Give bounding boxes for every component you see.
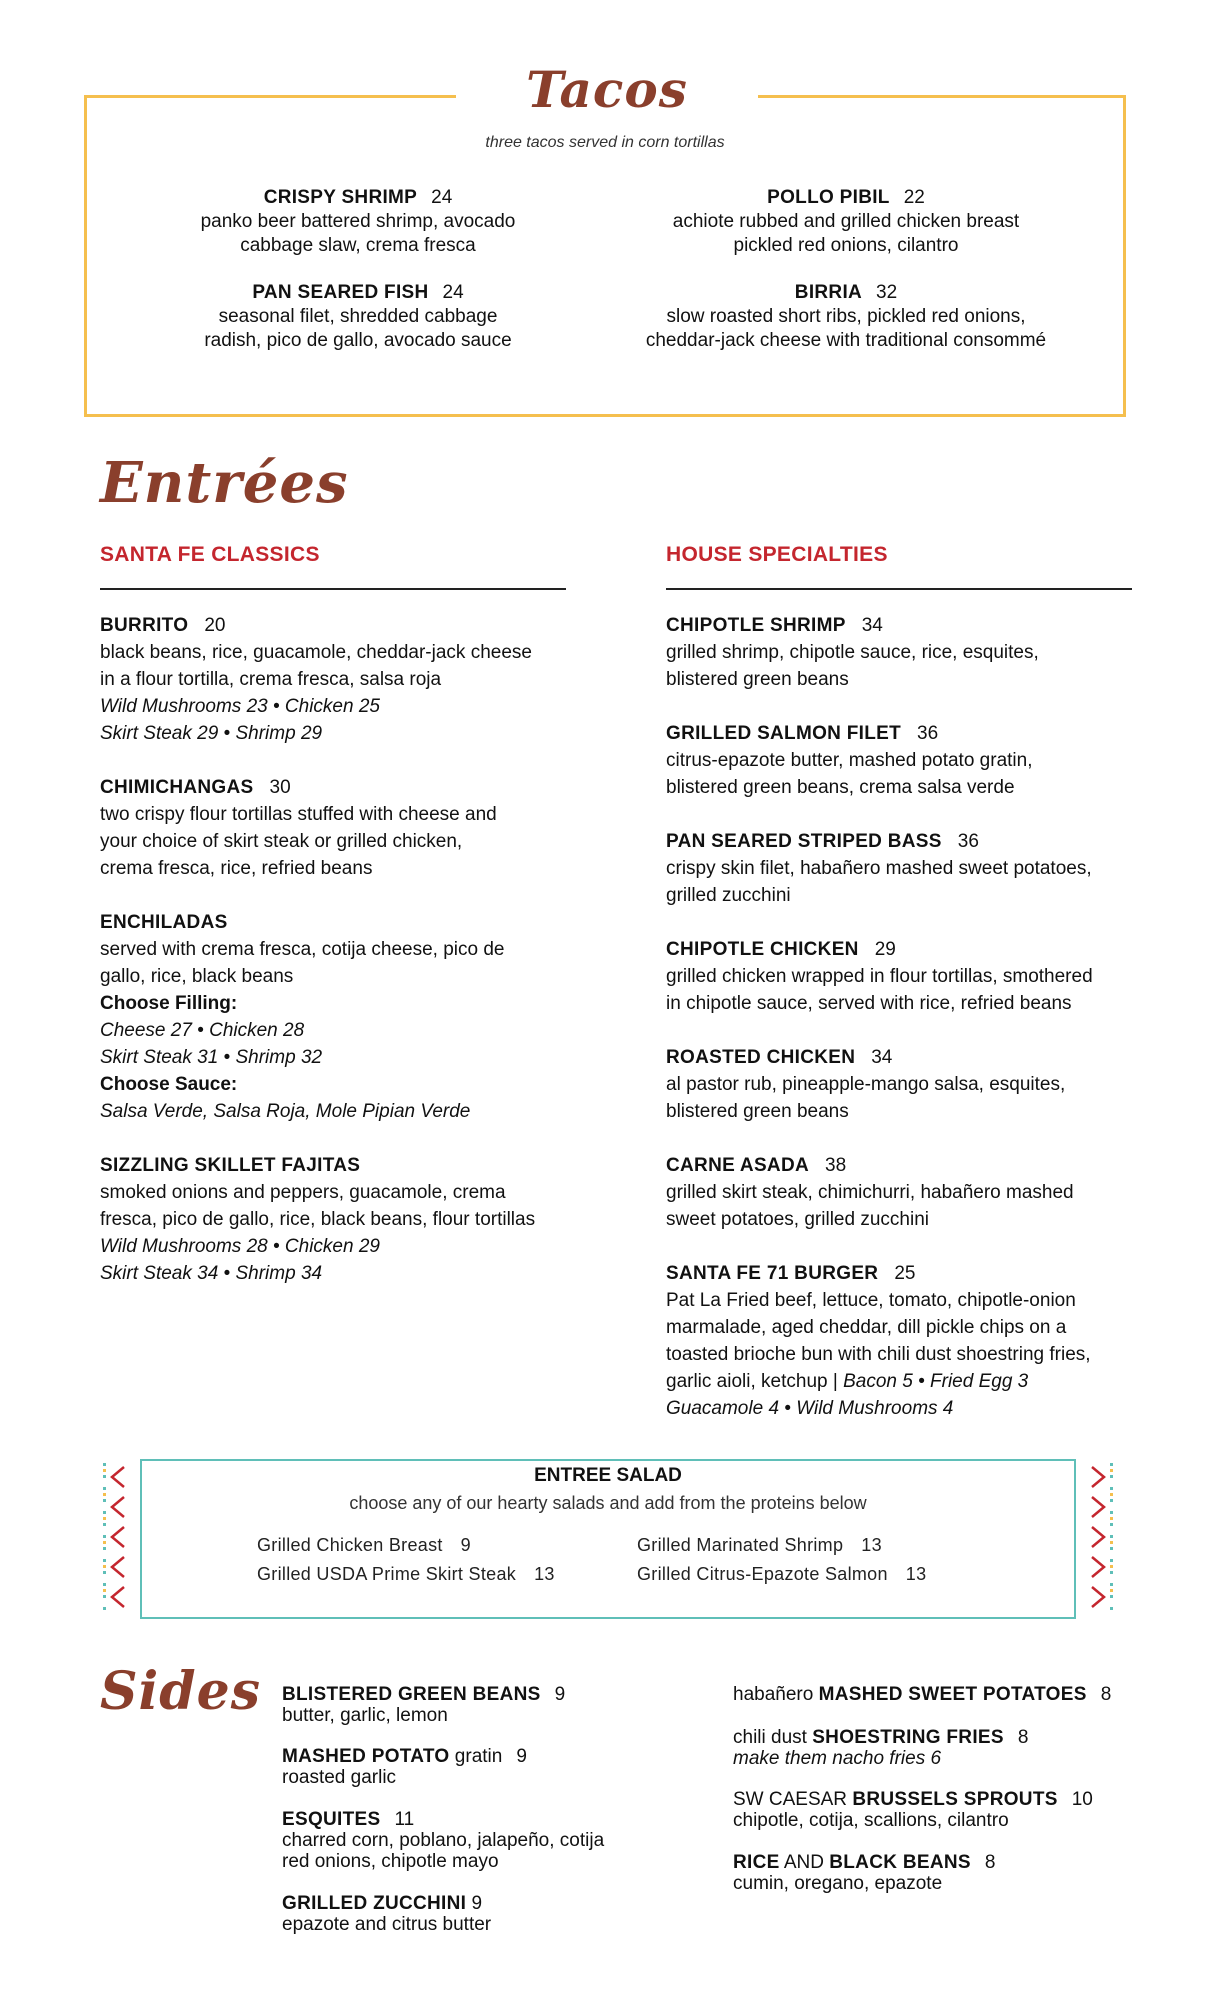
protein-label: Grilled Marinated Shrimp	[637, 1535, 844, 1555]
side-name: GRILLED ZUCCHINI	[282, 1893, 467, 1914]
dish-desc: your choice of skirt steak or grilled chicken,	[100, 831, 463, 852]
taco-desc: cabbage slaw, crema fresca	[240, 235, 476, 256]
dish-chimichangas	[100, 774, 570, 882]
side-grilled-zucchini	[282, 1893, 491, 1935]
side-name: BLISTERED GREEN BEANS	[282, 1684, 541, 1705]
side-name-mid: AND	[783, 1852, 824, 1873]
dish-options: Wild Mushrooms 28 • Chicken 29	[100, 1236, 380, 1257]
dish-name: BURRITO	[100, 615, 189, 636]
salad-protein-option	[257, 1535, 471, 1556]
side-prefix: chili dust	[733, 1727, 807, 1748]
side-price: 8	[1017, 1727, 1029, 1748]
dish-price: 25	[894, 1263, 916, 1284]
side-price: 8	[984, 1852, 996, 1873]
side-name: MASHED POTATO	[282, 1746, 450, 1767]
dish-name: SANTA FE 71 BURGER	[666, 1263, 879, 1284]
side-desc: cumin, oregano, epazote	[733, 1873, 943, 1894]
dish-desc: fresca, pico de gallo, rice, black beans, flour tortillas	[100, 1209, 536, 1230]
dish-desc: in a flour tortilla, crema fresca, salsa roja	[100, 669, 442, 690]
side-price: 8	[1100, 1684, 1112, 1705]
taco-price: 22	[903, 187, 925, 208]
dish-options: Skirt Steak 31 • Shrimp 32	[100, 1047, 323, 1068]
side-price: 9	[516, 1746, 527, 1767]
taco-price: 32	[876, 282, 898, 303]
taco-name: POLLO PIBIL	[767, 187, 890, 208]
dish-enchiladas	[100, 909, 570, 1125]
dish-burrito	[100, 612, 570, 747]
dish-options: Bacon 5 • Fried Egg 3	[843, 1371, 1029, 1392]
dish-desc: blistered green beans, crema salsa verde	[666, 777, 1015, 798]
protein-price: 13	[534, 1564, 555, 1584]
dish-desc: citrus-epazote butter, mashed potato gratin,	[666, 750, 1033, 771]
tacos-title: Tacos	[526, 60, 688, 119]
dish-desc-line	[666, 1368, 1146, 1395]
dish-name: PAN SEARED STRIPED BASS	[666, 831, 942, 852]
salad-protein-option	[637, 1535, 882, 1556]
dish-price: 38	[825, 1155, 847, 1176]
dish-roasted-chicken	[666, 1044, 1146, 1125]
side-desc: red onions, chipotle mayo	[282, 1851, 499, 1872]
dish-price: 36	[917, 723, 939, 744]
side-price: 9	[471, 1893, 483, 1914]
side-desc: make them nacho fries 6	[733, 1748, 942, 1769]
protein-label: Grilled Citrus-Epazote Salmon	[637, 1564, 888, 1584]
dish-desc: crema fresca, rice, refried beans	[100, 858, 373, 879]
protein-price: 13	[905, 1564, 927, 1584]
dish-desc: marmalade, aged cheddar, dill pickle chips on a	[666, 1317, 1067, 1338]
tacos-subtitle: three tacos served in corn tortillas	[485, 134, 725, 151]
entree-salad-title: ENTREE SALAD	[534, 1465, 682, 1486]
dish-desc: crispy skin filet, habañero mashed sweet potatoes,	[666, 858, 1092, 879]
taco-desc: pickled red onions, cilantro	[733, 235, 959, 256]
side-desc: roasted garlic	[282, 1767, 397, 1788]
dish-options: Skirt Steak 34 • Shrimp 34	[100, 1263, 323, 1284]
dish-desc: grilled chicken wrapped in flour tortillas, smothered	[666, 966, 1093, 987]
side-name: BLACK BEANS	[829, 1852, 971, 1873]
protein-label: Grilled Chicken Breast	[257, 1535, 443, 1555]
dish-price: 30	[269, 777, 291, 798]
dish-desc: sweet potatoes, grilled zucchini	[666, 1209, 929, 1230]
dish-options: Skirt Steak 29 • Shrimp 29	[100, 723, 323, 744]
dish-name: CARNE ASADA	[666, 1155, 809, 1176]
taco-desc: radish, pico de gallo, avocado sauce	[204, 330, 512, 351]
dish-desc: in chipotle sauce, served with rice, refried beans	[666, 993, 1072, 1014]
house-specialties-heading: HOUSE SPECIALTIES	[666, 543, 888, 566]
side-mashed-potato	[282, 1746, 527, 1788]
side-desc: charred corn, poblano, jalapeño, cotija	[282, 1830, 605, 1851]
dish-desc: gallo, rice, black beans	[100, 966, 294, 987]
dish-santa-fe-71-burger	[666, 1260, 1146, 1422]
salad-protein-option	[257, 1564, 555, 1585]
dish-grilled-salmon-filet	[666, 720, 1146, 801]
dish-desc: blistered green beans	[666, 669, 849, 690]
dish-options: Guacamole 4 • Wild Mushrooms 4	[666, 1398, 954, 1419]
sauce-label: Choose Sauce:	[100, 1074, 238, 1095]
dish-desc: blistered green beans	[666, 1101, 849, 1122]
dish-fajitas	[100, 1152, 570, 1287]
side-prefix: habañero	[733, 1684, 814, 1705]
side-name: SHOESTRING FRIES	[812, 1727, 1004, 1748]
dish-name: CHIPOTLE CHICKEN	[666, 939, 859, 960]
side-desc: epazote and citrus butter	[282, 1914, 492, 1935]
section-divider	[666, 588, 1132, 590]
tacos-title-wrap	[456, 60, 758, 120]
taco-desc: seasonal filet, shredded cabbage	[218, 306, 498, 327]
side-name-suffix: gratin	[454, 1746, 503, 1767]
protein-price: 9	[460, 1535, 471, 1555]
dish-options: Wild Mushrooms 23 • Chicken 25	[100, 696, 380, 717]
dish-desc: grilled skirt steak, chimichurri, habañero mashed	[666, 1182, 1074, 1203]
side-esquites	[282, 1809, 604, 1872]
dish-name: ENCHILADAS	[100, 912, 228, 933]
sides-title: Sides	[100, 1661, 262, 1722]
santa-fe-classics-list	[100, 612, 570, 1314]
dish-desc: al pastor rub, pineapple-mango salsa, esquites,	[666, 1074, 1066, 1095]
dish-price: 29	[874, 939, 896, 960]
side-name: MASHED SWEET POTATOES	[818, 1684, 1087, 1705]
protein-label: Grilled USDA Prime Skirt Steak	[257, 1564, 517, 1584]
side-price: 10	[1071, 1789, 1093, 1810]
dish-chipotle-shrimp	[666, 612, 1146, 693]
taco-name: CRISPY SHRIMP	[263, 187, 418, 208]
taco-item-pollo-pibil	[626, 186, 1066, 258]
taco-price: 24	[442, 282, 464, 303]
taco-desc: cheddar-jack cheese with traditional consommé	[645, 330, 1047, 351]
dish-price: 20	[204, 615, 226, 636]
side-name: BRUSSELS SPROUTS	[852, 1789, 1058, 1810]
dish-name: GRILLED SALMON FILET	[666, 723, 902, 744]
taco-name: BIRRIA	[794, 282, 863, 303]
dish-name: CHIMICHANGAS	[100, 777, 254, 798]
dish-pan-seared-striped-bass	[666, 828, 1146, 909]
dish-options: Salsa Verde, Salsa Roja, Mole Pipian Verde	[100, 1101, 471, 1122]
side-mashed-sweet-potatoes	[733, 1684, 1111, 1705]
dish-name: ROASTED CHICKEN	[666, 1047, 856, 1068]
dish-desc: Pat La Fried beef, lettuce, tomato, chipotle-onion	[666, 1290, 1076, 1311]
protein-price: 13	[861, 1535, 882, 1555]
house-specialties-list	[666, 612, 1146, 1449]
dish-name: SIZZLING SKILLET FAJITAS	[100, 1155, 361, 1176]
dish-desc: two crispy flour tortillas stuffed with cheese and	[100, 804, 497, 825]
side-desc: butter, garlic, lemon	[282, 1705, 448, 1726]
side-desc: chipotle, cotija, scallions, cilantro	[733, 1810, 1009, 1831]
side-shoestring-fries	[733, 1727, 1028, 1769]
side-rice-and-black-beans	[733, 1852, 995, 1894]
dish-desc: black beans, rice, guacamole, cheddar-jack cheese	[100, 642, 532, 663]
dish-desc: served with crema fresca, cotija cheese, pico de	[100, 939, 505, 960]
right-decorative-border	[1090, 1459, 1114, 1619]
taco-desc: achiote rubbed and grilled chicken breast	[672, 211, 1020, 232]
dish-desc: garlic aioli, ketchup |	[666, 1371, 844, 1392]
salad-protein-option	[637, 1564, 926, 1585]
dish-price: 34	[871, 1047, 893, 1068]
dish-desc: toasted brioche bun with chili dust shoestring fries,	[666, 1344, 1091, 1365]
side-brussels-sprouts	[733, 1789, 1093, 1831]
taco-name: PAN SEARED FISH	[252, 282, 429, 303]
taco-desc: panko beer battered shrimp, avocado	[200, 211, 516, 232]
dish-options: Cheese 27 • Chicken 28	[100, 1020, 305, 1041]
section-divider	[100, 588, 566, 590]
dish-carne-asada	[666, 1152, 1146, 1233]
side-prefix: SW CAESAR	[733, 1789, 848, 1810]
taco-desc: slow roasted short ribs, pickled red onions,	[666, 306, 1026, 327]
entrees-title: Entrées	[100, 450, 349, 516]
side-green-beans	[282, 1684, 565, 1726]
entree-salad-subtitle: choose any of our hearty salads and add from the proteins below	[349, 1493, 867, 1513]
side-name: RICE	[733, 1852, 780, 1873]
filling-label: Choose Filling:	[100, 993, 238, 1014]
side-name: ESQUITES	[282, 1809, 381, 1830]
dish-chipotle-chicken	[666, 936, 1146, 1017]
santa-fe-classics-heading: SANTA FE CLASSICS	[100, 543, 320, 566]
dish-name: CHIPOTLE SHRIMP	[666, 615, 846, 636]
side-price: 11	[394, 1809, 415, 1830]
dish-desc: smoked onions and peppers, guacamole, crema	[100, 1182, 506, 1203]
taco-item-pan-seared-fish	[138, 281, 578, 353]
dish-desc: grilled shrimp, chipotle sauce, rice, esquites,	[666, 642, 1039, 663]
left-decorative-border	[102, 1459, 126, 1619]
dish-desc: grilled zucchini	[666, 885, 791, 906]
dish-price: 36	[957, 831, 979, 852]
taco-item-crispy-shrimp	[138, 186, 578, 258]
taco-item-birria	[626, 281, 1066, 353]
side-price: 9	[554, 1684, 566, 1705]
dish-price: 34	[861, 615, 883, 636]
taco-price: 24	[431, 187, 453, 208]
